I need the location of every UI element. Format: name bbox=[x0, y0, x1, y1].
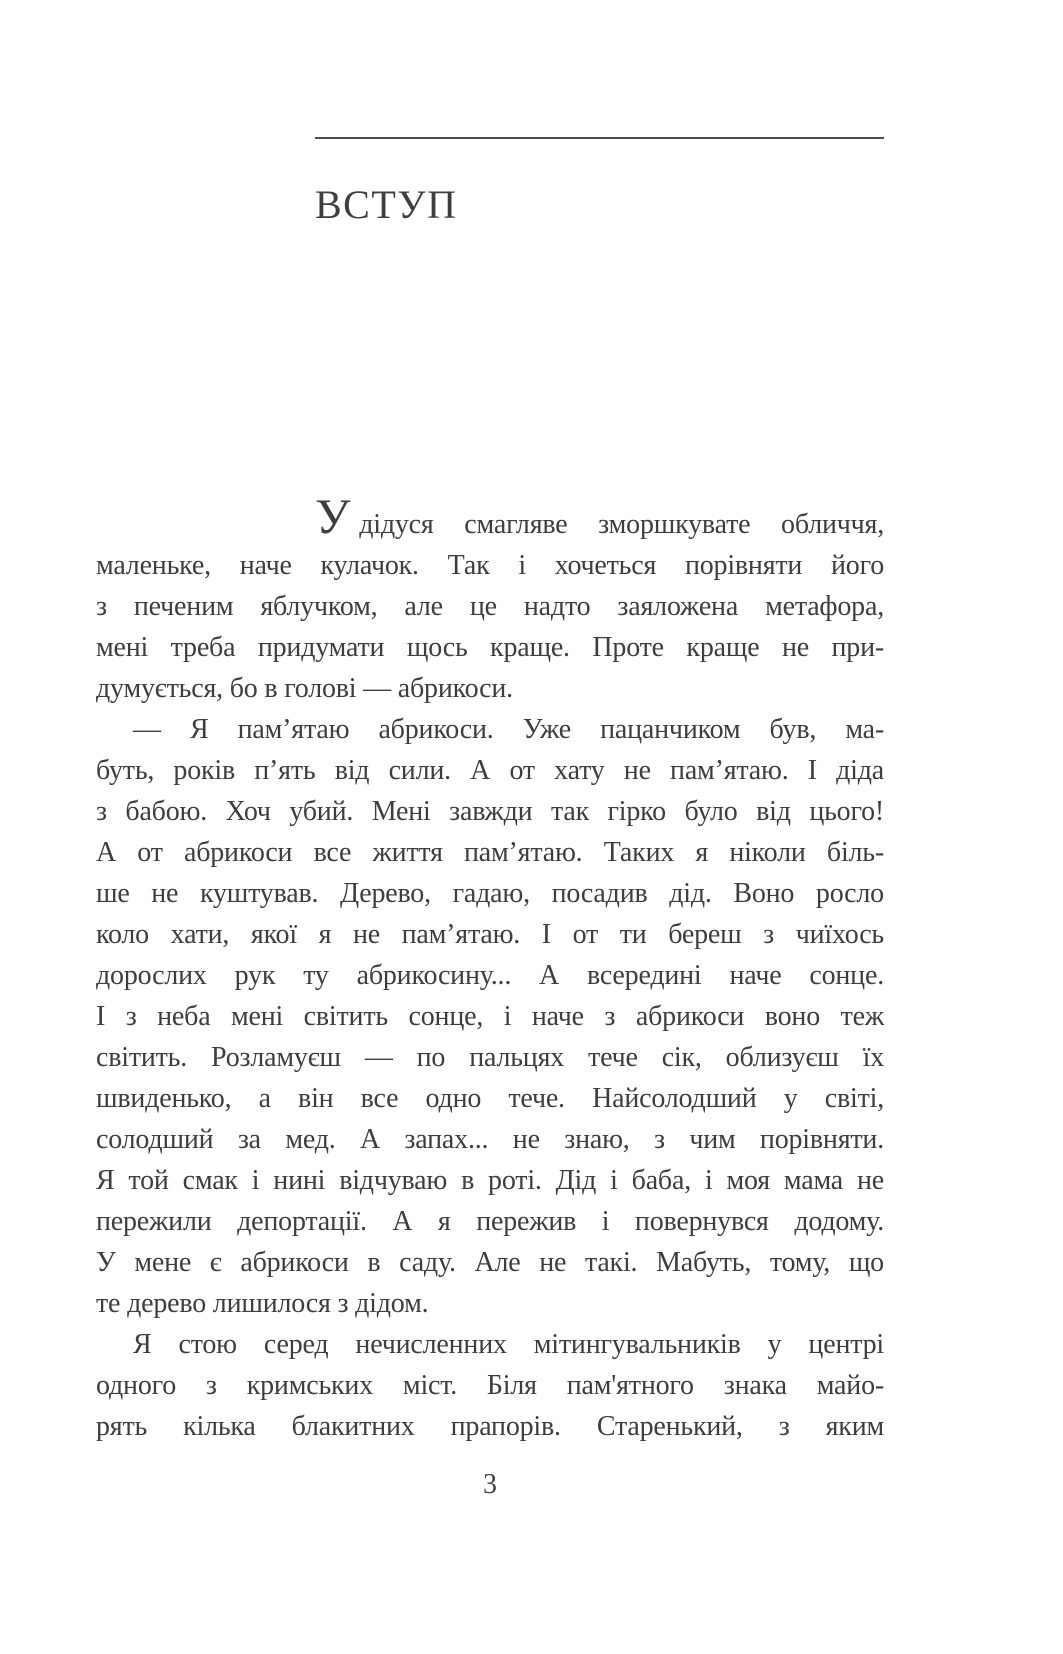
text-line: маленьке, наче кулачок. Так і хочеться порівняти його bbox=[96, 550, 884, 581]
text-line: дорослих рук ту абрикосину... А всередині наче сонце. bbox=[96, 960, 884, 991]
text-line: рять кілька блакитних прапорів. Старенький, з яким bbox=[96, 1411, 884, 1442]
text-line: одного з кримських міст. Біля пам'ятного знака майо- bbox=[96, 1370, 884, 1401]
text-line: світить. Розламуєш — по пальцях тече сік, облизуєш їх bbox=[96, 1042, 884, 1073]
text-line: Удідуся смагляве зморшкувате обличчя, bbox=[315, 488, 884, 544]
text-line: ше не куштував. Дерево, гадаю, посадив дід. Воно росло bbox=[96, 878, 884, 909]
text-line: Я стою серед нечисленних мітингувальників у центрі bbox=[133, 1329, 884, 1360]
text-line: солодший за мед. А запах... не знаю, з чим порівняти. bbox=[96, 1124, 884, 1155]
text-line: мені треба придумати щось краще. Проте краще не при- bbox=[96, 632, 884, 663]
text-line: з печеним яблучком, але це надто заяложена метафора, bbox=[96, 591, 884, 622]
body-text bbox=[96, 488, 884, 1447]
text-line: А от абрикоси все життя пам’ятаю. Таких я ніколи біль- bbox=[96, 837, 884, 868]
text-line: коло хати, якої я не пам’ятаю. І от ти береш з чиїхось bbox=[96, 919, 884, 950]
drop-cap-initial: У bbox=[315, 488, 351, 544]
text-line: з бабою. Хоч убий. Мені завжди так гірко було від цього! bbox=[96, 796, 884, 827]
chapter-heading: ВСТУП bbox=[315, 182, 458, 227]
chapter-divider-rule bbox=[315, 137, 884, 139]
text-line: Я той смак і нині відчуваю в роті. Дід і баба, і моя мама не bbox=[96, 1165, 884, 1196]
text-line: — Я пам’ятаю абрикоси. Уже пацанчиком був, ма- bbox=[133, 714, 884, 745]
text-line: думується, бо в голові — абрикоси. bbox=[96, 673, 513, 704]
text-line: буть, років п’ять від сили. А от хату не пам’ятаю. І діда bbox=[96, 755, 884, 786]
text-line: пережили депортації. А я пережив і повернувся додому. bbox=[96, 1206, 884, 1237]
text-line: те дерево лишилося з дідом. bbox=[96, 1288, 429, 1319]
page-number: 3 bbox=[483, 1469, 497, 1500]
text-line: У мене є абрикоси в саду. Але не такі. Мабуть, тому, що bbox=[96, 1247, 884, 1278]
text-line: швиденько, а він все одно тече. Найсолодший у світі, bbox=[96, 1083, 884, 1114]
text-line: І з неба мені світить сонце, і наче з абрикоси воно теж bbox=[96, 1001, 884, 1032]
